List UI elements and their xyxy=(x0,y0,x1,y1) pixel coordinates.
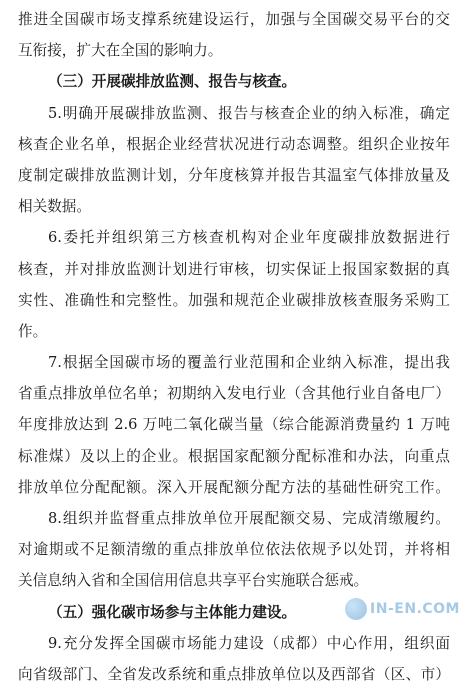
text-line: 关信息纳入省和全国信用信息共享平台实施联合惩戒。 xyxy=(18,572,369,590)
document-page xyxy=(18,4,450,690)
text-line: 向省级部门、全省发改系统和重点排放单位以及西部省（区、市） xyxy=(18,665,450,683)
section-heading: （五）强化碳市场参与主体能力建设。 xyxy=(48,603,297,621)
text-line: 实性、准确性和完整性。加强和规范企业碳排放核查服务采购工 xyxy=(18,291,450,309)
text-line: 相关数据。 xyxy=(18,198,91,216)
text-line: 度制定碳排放监测计划，分年度核算并报告其温室气体排放量及 xyxy=(18,166,450,184)
text-line: 核查，并对排放监测计划进行审核，切实保证上报国家数据的真 xyxy=(18,260,450,278)
text-line: 年度排放达到 2.6 万吨二氧化碳当量（综合能源消费量约 1 万吨 xyxy=(18,416,450,434)
watermark-text: IN-EN.COM xyxy=(370,601,460,617)
globe-logo-icon xyxy=(345,598,367,620)
text-line: 7.根据全国碳市场的覆盖行业范围和企业纳入标准，提出我 xyxy=(48,354,450,372)
text-line: 核查企业名单，根据企业经营状况进行动态调整。组织企业按年 xyxy=(18,135,450,153)
text-line: 推进全国碳市场支撑系统建设运行，加强与全国碳交易平台的交 xyxy=(18,11,450,28)
section-heading: （三）开展碳排放监测、报告与核查。 xyxy=(48,73,297,91)
text-line: 8.组织并监督重点排放单位开展配额交易、完成清缴履约。 xyxy=(48,510,450,527)
text-line: 5.明确开展碳排放监测、报告与核查企业的纳入标准，确定 xyxy=(48,104,450,122)
text-line: 9.充分发挥全国碳市场能力建设（成都）中心作用，组织面 xyxy=(48,634,450,652)
text-line: 标准煤）及以上的企业。根据国家配额分配标准和办法，向重点 xyxy=(18,447,450,465)
text-line: 作。 xyxy=(18,322,48,340)
text-line: 对逾期或不足额清缴的重点排放单位依法依规予以处罚，并将相 xyxy=(18,541,450,559)
text-line: 互衔接，扩大在全国的影响力。 xyxy=(18,42,223,60)
site-watermark xyxy=(345,598,460,620)
text-line: 省重点排放单位名单；初期纳入发电行业（含其他行业自备电厂） xyxy=(18,385,450,403)
text-line: 排放单位分配配额。深入开展配额分配方法的基础性研究工作。 xyxy=(18,478,450,496)
text-line: 6.委托并组织第三方核查机构对企业年度碳排放数据进行 xyxy=(48,229,450,247)
